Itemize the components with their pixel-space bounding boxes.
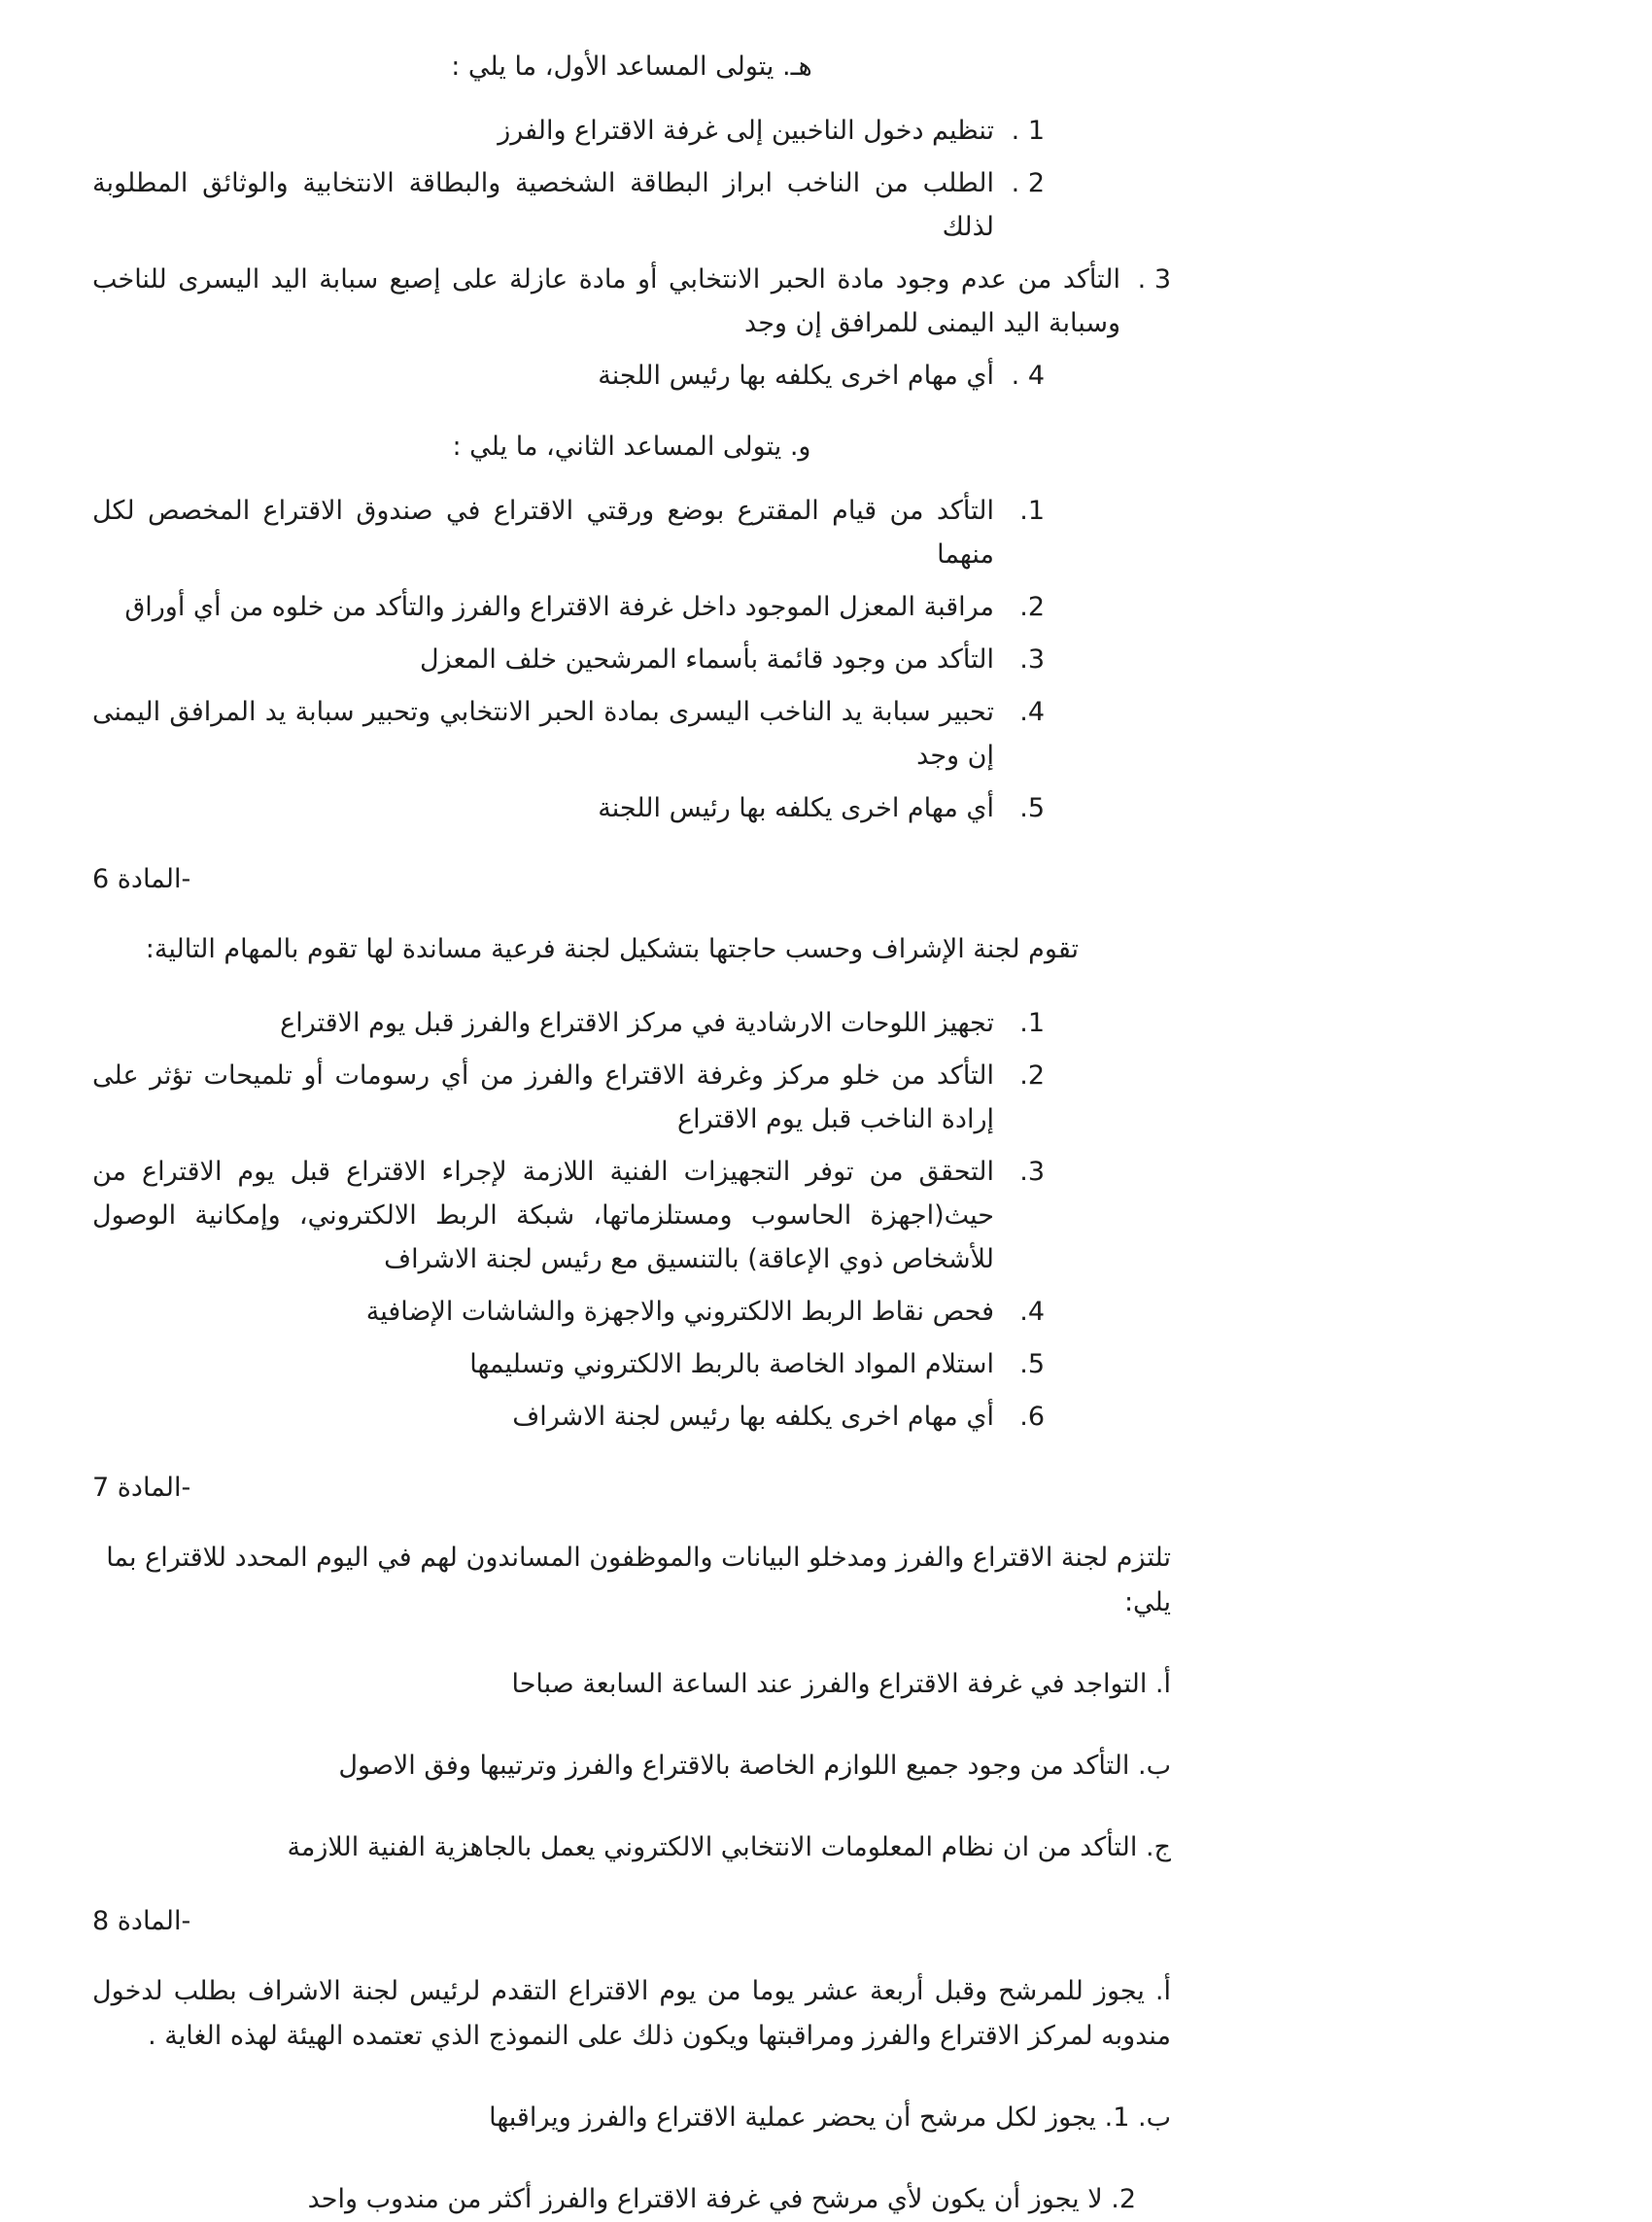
list-support-committee	[92, 1001, 1171, 1439]
item-text: أي مهام اخرى يكلفه بها رئيس اللجنة	[598, 361, 994, 391]
item-text: التأكد من خلو مركز وغرفة الاقتراع والفرز من أي رسومات أو تلميحات تؤثر على إرادة الناخب قبل يوم الاقتراع	[92, 1060, 994, 1134]
list-item	[92, 1290, 1171, 1334]
item-number: 4.	[1019, 1297, 1045, 1327]
item-number: 4 .	[1011, 361, 1045, 391]
item-text: أي مهام اخرى يكلفه بها رئيس اللجنة	[598, 793, 994, 823]
item-number: 2 .	[1011, 168, 1045, 198]
list-first-assistant	[92, 109, 1171, 398]
item-number: 1.	[1019, 496, 1045, 526]
list-second-assistant	[92, 489, 1171, 830]
item-text: التأكد من وجود قائمة بأسماء المرشحين خلف المعزل	[420, 644, 994, 675]
list-item	[92, 638, 1171, 681]
item-number: 3.	[1019, 644, 1045, 675]
article-8-title: المادة 8-	[92, 1906, 191, 1936]
item-number: 2.	[1019, 1060, 1045, 1091]
list-item	[92, 1150, 1171, 1281]
list-item	[92, 354, 1171, 398]
article-6-intro: تقوم لجنة الإشراف وحسب حاجتها بتشكيل لجنة فرعية مساندة لها تقوم بالمهام التالية:	[145, 934, 1079, 964]
item-number: 2.	[1019, 592, 1045, 622]
article-7-intro: تلتزم لجنة الاقتراع والفرز ومدخلو البيانات والموظفون المساندون لهم في اليوم المحدد للاقتراع بما يلي:	[106, 1543, 1171, 1617]
item-text: استلام المواد الخاصة بالربط الالكتروني وتسليمها	[469, 1349, 994, 1379]
item-text: التأكد من قيام المقترع بوضع ورقتي الاقتراع في صندوق الاقتراع المخصص لكل منهما	[92, 496, 994, 570]
article-7-title: المادة 7-	[92, 1473, 191, 1503]
list-item	[92, 109, 1171, 153]
list-item	[92, 1054, 1171, 1141]
item-text: تجهيز اللوحات الارشادية في مركز الاقتراع والفرز قبل يوم الاقتراع	[280, 1008, 994, 1038]
item-text: أي مهام اخرى يكلفه بها رئيس لجنة الاشراف	[512, 1402, 994, 1432]
article-8-clause-a: أ. يجوز للمرشح وقبل أربعة عشر يوما من يوم الاقتراع التقدم لرئيس لجنة الاشراف بطلب لدخول مندوبه لمركز الاقتراع والفرز ومراقبتها ويكون ذلك على النموذج الذي تعتمده الهيئة لهذه الغاية .	[92, 1976, 1171, 2051]
clause-h-heading: هـ. يتولى المساعد الأول، ما يلي :	[451, 52, 812, 82]
item-number: 6.	[1019, 1402, 1045, 1432]
list-item	[92, 786, 1171, 830]
list-item	[92, 258, 1171, 345]
item-text: مراقبة المعزل الموجود داخل غرفة الاقتراع والفرز والتأكد من خلوه من أي أوراق	[124, 592, 994, 622]
item-number: 3 .	[1137, 264, 1171, 295]
list-item	[92, 585, 1171, 629]
list-item	[92, 690, 1171, 778]
item-number: 5.	[1019, 1349, 1045, 1379]
article-8-clause-b2: 2. لا يجوز أن يكون لأي مرشح في غرفة الاقتراع والفرز أكثر من مندوب واحد	[307, 2184, 1136, 2214]
article-8-clause-b1: ب. 1. يجوز لكل مرشح أن يحضر عملية الاقتراع والفرز ويراقبها	[489, 2102, 1171, 2133]
item-number: 5.	[1019, 793, 1045, 823]
item-text: فحص نقاط الربط الالكتروني والاجهزة والشاشات الإضافية	[365, 1297, 994, 1327]
item-number: 1 .	[1011, 116, 1045, 146]
item-number: 1.	[1019, 1008, 1045, 1038]
item-number: 4.	[1019, 697, 1045, 727]
article-7-clause-a: أ. التواجد في غرفة الاقتراع والفرز عند الساعة السابعة صباحا	[511, 1669, 1171, 1699]
list-item	[92, 1395, 1171, 1439]
article-7-clause-c: ج. التأكد من ان نظام المعلومات الانتخابي الالكتروني يعمل بالجاهزية الفنية اللازمة	[287, 1832, 1171, 1862]
article-7-clause-b: ب. التأكد من وجود جميع اللوازم الخاصة بالاقتراع والفرز وترتيبها وفق الاصول	[338, 1751, 1171, 1781]
clause-w-heading: و. يتولى المساعد الثاني، ما يلي :	[452, 432, 811, 462]
document-page	[92, 0, 1171, 2222]
article-6-title: المادة 6-	[92, 864, 191, 894]
item-text: التحقق من توفر التجهيزات الفنية اللازمة لإجراء الاقتراع قبل يوم الاقتراع من حيث(اجهزة الحاسوب ومستلزماتها، شبكة الربط الالكتروني، وإمكانية الوصول للأشخاص ذوي الإعاقة) بالتنسيق مع رئيس لجنة الاشراف	[92, 1157, 994, 1274]
list-item	[92, 1342, 1171, 1386]
item-number: 3.	[1019, 1157, 1045, 1187]
item-text: الطلب من الناخب ابراز البطاقة الشخصية والبطاقة الانتخابية والوثائق المطلوبة لذلك	[92, 168, 994, 242]
item-text: تحبير سبابة يد الناخب اليسرى بمادة الحبر الانتخابي وتحبير سبابة يد المرافق اليمنى إن وجد	[92, 697, 994, 771]
item-text: التأكد من عدم وجود مادة الحبر الانتخابي أو مادة عازلة على إصبع سبابة اليد اليسرى للناخب وسبابة اليد اليمنى للمرافق إن وجد	[92, 264, 1120, 338]
item-text: تنظيم دخول الناخبين إلى غرفة الاقتراع والفرز	[498, 116, 994, 146]
list-item	[92, 161, 1171, 249]
list-item	[92, 1001, 1171, 1045]
list-item	[92, 489, 1171, 576]
